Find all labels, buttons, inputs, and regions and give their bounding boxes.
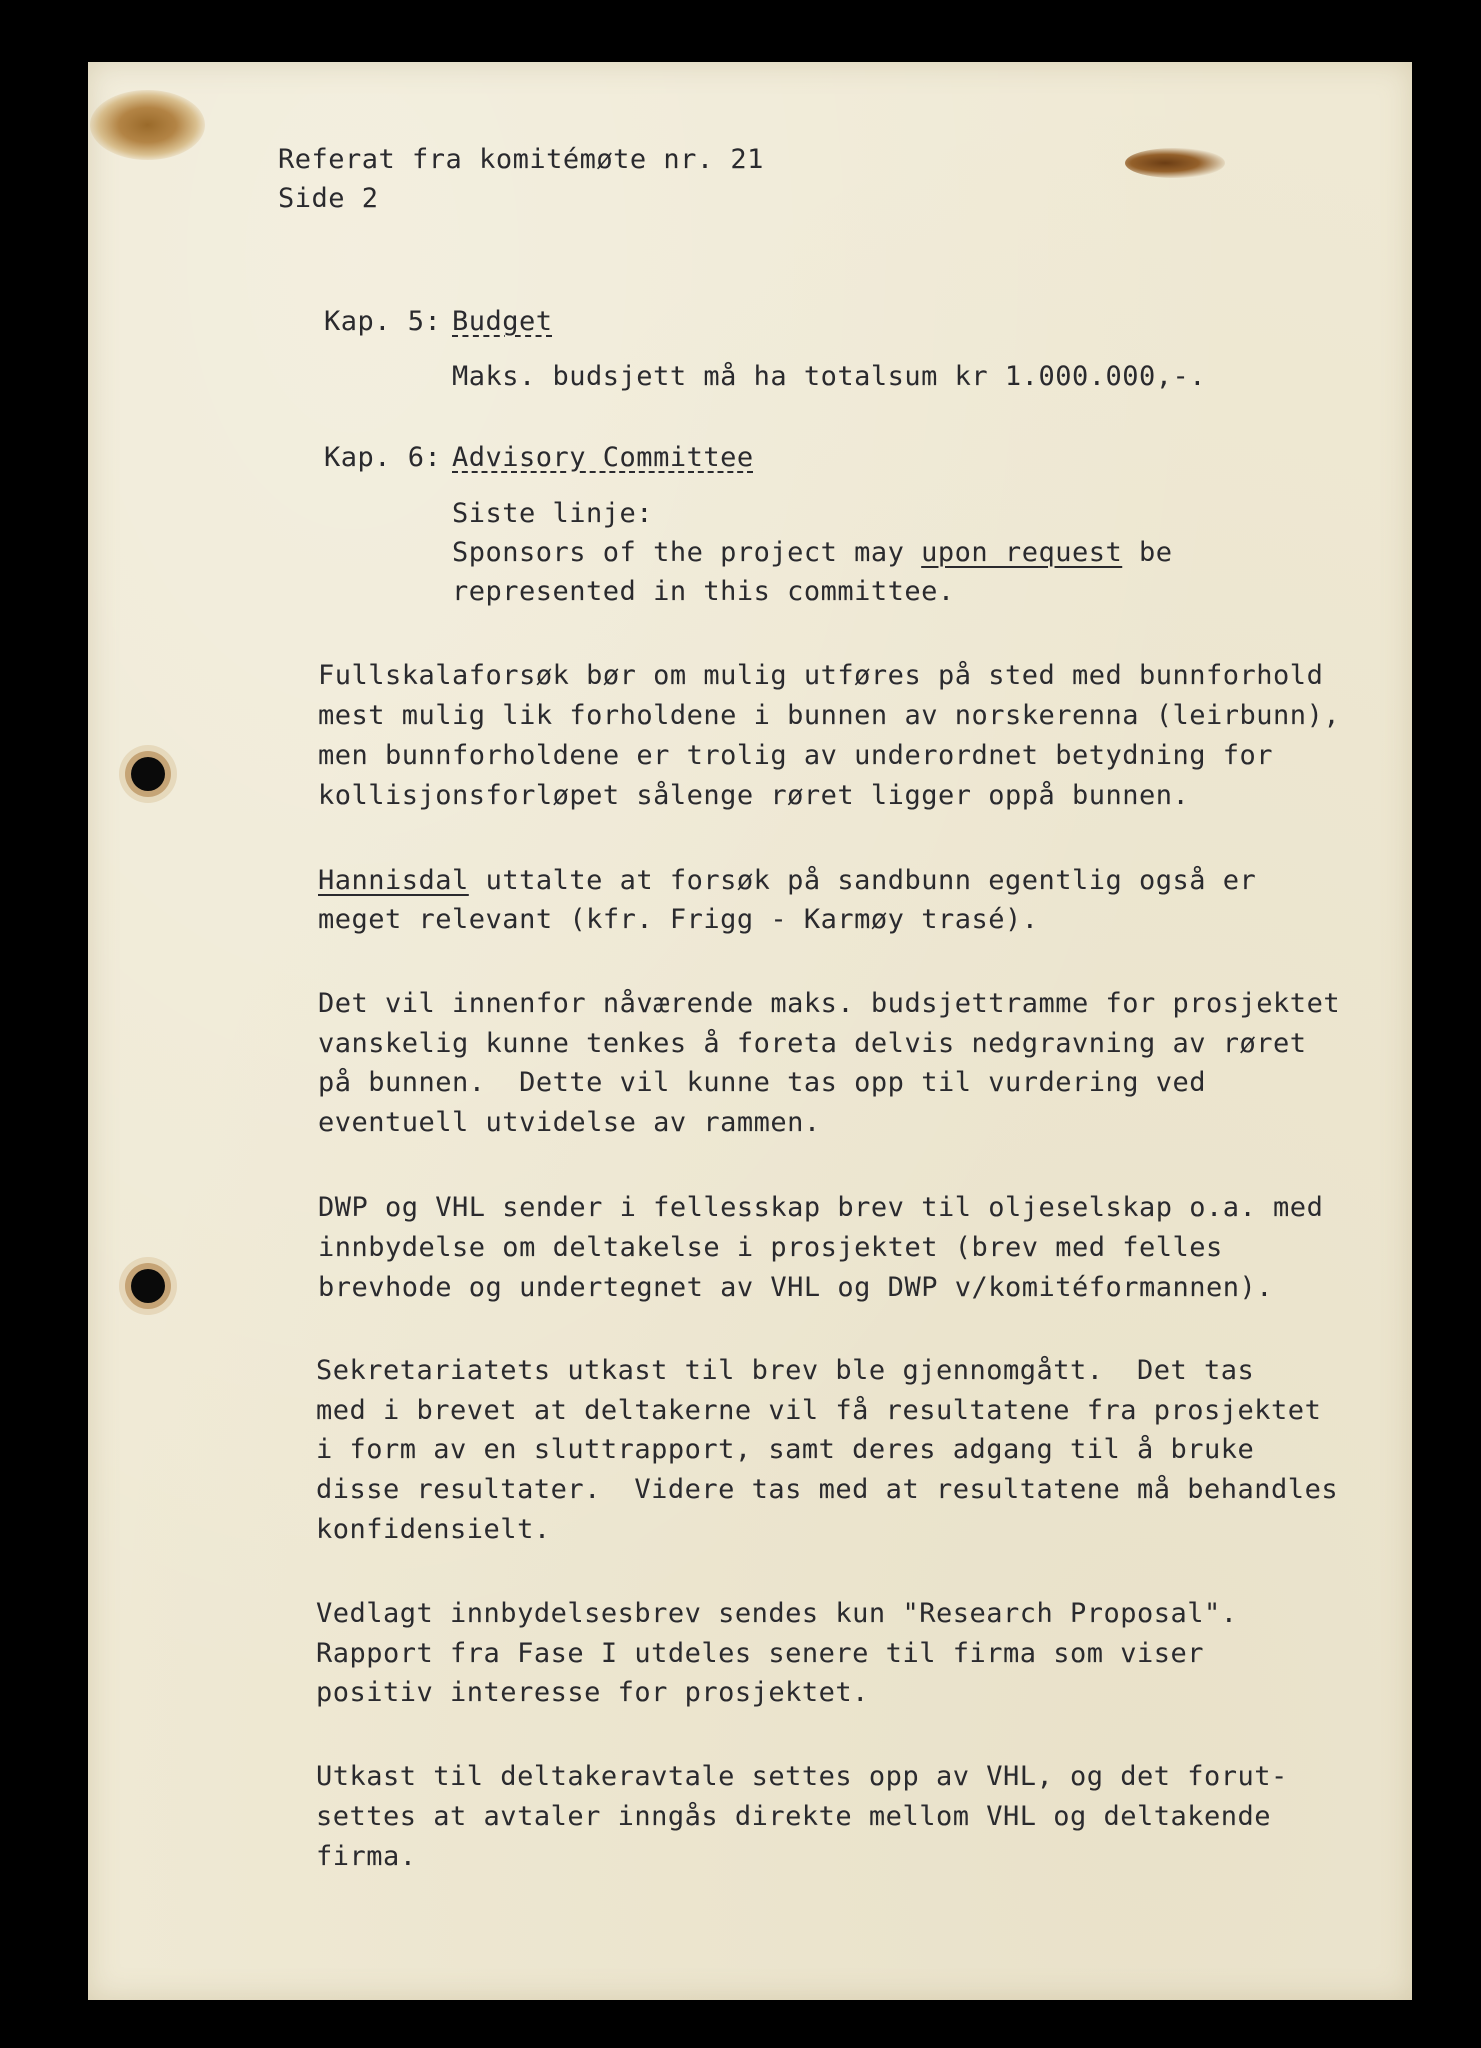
paragraph-1-line-4: kollisjonsforløpet sålenge røret ligger oppå bunnen.	[318, 780, 1190, 811]
paragraph-7-line-1: Utkast til deltakeravtale settes opp av VHL, og det forut-	[316, 1761, 1288, 1792]
paragraph-2-rest: uttalte at forsøk på sandbunn egentlig også er	[468, 865, 1257, 896]
chapter-6-line-1: Siste linje:	[452, 498, 654, 529]
chapter-6-underlined-phrase: upon request	[921, 537, 1123, 568]
paragraph-5-line-2: med i brevet at deltakerne vil få resultatene fra prosjektet	[316, 1395, 1322, 1426]
paragraph-5-line-5: konfidensielt.	[316, 1514, 551, 1545]
paragraph-7-line-3: firma.	[316, 1841, 417, 1872]
paragraph-7-line-2: settes at avtaler inngås direkte mellom VHL og deltakende	[316, 1801, 1272, 1832]
paragraph-3-line-3: på bunnen. Dette vil kunne tas opp til vurdering ved	[318, 1067, 1207, 1098]
paragraph-2-line-1	[318, 861, 1256, 901]
chapter-6-line-2	[452, 533, 1173, 573]
punch-hole-upper	[131, 757, 165, 791]
burn-stain-top-right	[1125, 148, 1225, 178]
paragraph-2-name: Hannisdal	[318, 865, 469, 896]
paragraph-1-line-3: men bunnforholdene er trolig av underordnet betydning for	[318, 740, 1274, 771]
paragraph-4-line-1: DWP og VHL sender i fellesskap brev til oljeselskap o.a. med	[318, 1192, 1324, 1223]
chapter-6-line-3: represented in this committee.	[452, 576, 955, 607]
chapter-5-label: Kap. 5:	[324, 306, 442, 337]
chapter-6-text-before: Sponsors of the project may	[452, 537, 922, 568]
punch-hole-lower	[131, 1269, 165, 1303]
chapter-6-label: Kap. 6:	[324, 442, 442, 473]
header-title: Referat fra komitémøte nr. 21	[278, 144, 764, 175]
paragraph-6-line-2: Rapport fra Fase I utdeles senere til firma som viser	[316, 1638, 1205, 1669]
paragraph-5-line-1: Sekretariatets utkast til brev ble gjennomgått. Det tas	[316, 1355, 1255, 1386]
paragraph-2-line-2: meget relevant (kfr. Frigg - Karmøy trasé).	[318, 904, 1039, 935]
paragraph-4-line-3: brevhode og undertegnet av VHL og DWP v/komitéformannen).	[318, 1272, 1274, 1303]
chapter-5-title: Budget	[452, 306, 553, 337]
paragraph-3-line-2: vanskelig kunne tenkes å foreta delvis nedgravning av røret	[318, 1028, 1307, 1059]
paragraph-5-line-4: disse resultater. Videre tas med at resultatene må behandles	[316, 1474, 1339, 1505]
header-page-number: Side 2	[278, 183, 379, 214]
paragraph-6-line-3: positiv interesse for prosjektet.	[316, 1677, 869, 1708]
paragraph-3-line-1: Det vil innenfor nåværende maks. budsjettramme for prosjektet	[318, 988, 1341, 1019]
paragraph-6-line-1: Vedlagt innbydelsesbrev sendes kun "Research Proposal".	[316, 1598, 1238, 1629]
paragraph-4-line-2: innbydelse om deltakelse i prosjektet (brev med felles	[318, 1232, 1223, 1263]
chapter-6-title: Advisory Committee	[452, 442, 754, 473]
paragraph-5-line-3: i form av en sluttrapport, samt deres adgang til å bruke	[316, 1434, 1255, 1465]
paragraph-1-line-2: mest mulig lik forholdene i bunnen av norskerenna (leirbunn),	[318, 700, 1341, 731]
chapter-6-text-after: be	[1122, 537, 1173, 568]
burn-stain-top-left	[90, 90, 205, 160]
chapter-5-text: Maks. budsjett må ha totalsum kr 1.000.000,-.	[452, 361, 1206, 392]
paragraph-1-line-1: Fullskalaforsøk bør om mulig utføres på sted med bunnforhold	[318, 660, 1324, 691]
paragraph-3-line-4: eventuell utvidelse av rammen.	[318, 1107, 821, 1138]
